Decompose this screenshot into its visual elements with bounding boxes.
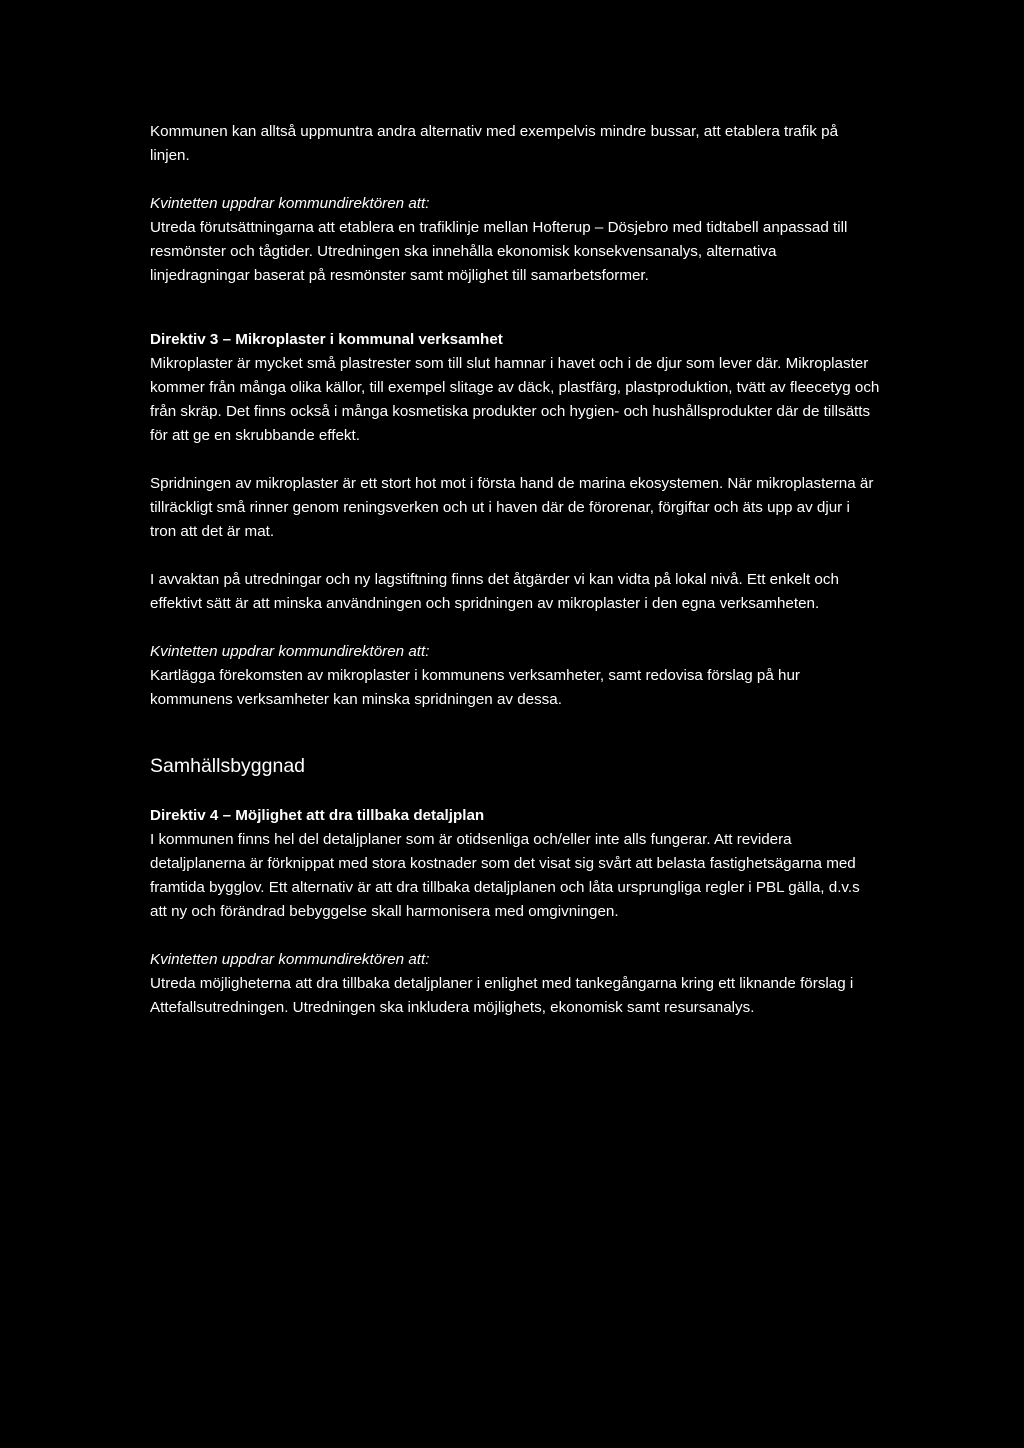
spacer <box>150 288 880 328</box>
directive-3-assignment-intro: Kvintetten uppdrar kommundirektören att: <box>150 643 430 660</box>
spacer <box>150 168 880 192</box>
spacer <box>150 924 880 948</box>
assignment-text: Utreda förutsättningarna att etablera en trafiklinje mellan Hofterup – Dösjebro med tidtabell anpassad till resmönster och tågtider. Utredningen ska innehålla ekonomisk konsekvensanalys, alternativa linjedragningar baserat på resmönster samt möjlighet till samarbetsformer. <box>150 219 848 284</box>
spacer <box>150 712 880 752</box>
directive-3-assignment-text: Kartlägga förekomsten av mikroplaster i kommunens verksamheter, samt redovisa förslag på hur kommunens verksamheter kan minska spridningen av dessa. <box>150 667 800 708</box>
directive-4-assignment-text: Utreda möjligheterna att dra tillbaka detaljplaner i enlighet med tankegångarna kring ett liknande förslag i Attefallsutredningen. Utredningen ska inkludera möjlighets, ekonomisk samt resursanalys. <box>150 975 854 1016</box>
directive-4-assignment-intro: Kvintetten uppdrar kommundirektören att: <box>150 951 430 968</box>
spacer <box>150 780 880 804</box>
directive-3-paragraph-2: Spridningen av mikroplaster är ett stort hot mot i första hand de marina ekosystemen. När mikroplasterna är tillräckligt små rinner genom reningsverken och ut i haven där de förorenar, förgiftar och äts upp av djur i tron att det är mat. <box>150 475 874 540</box>
directive-4-heading: Direktiv 4 – Möjlighet att dra tillbaka detaljplan <box>150 807 485 824</box>
directive-3-heading: Direktiv 3 – Mikroplaster i kommunal verksamhet <box>150 331 503 348</box>
section-heading-samhallsbyggnad: Samhällsbyggnad <box>150 755 306 777</box>
spacer <box>150 448 880 472</box>
assignment-intro: Kvintetten uppdrar kommundirektören att: <box>150 195 430 212</box>
document-page <box>150 120 880 1020</box>
directive-3-paragraph-1: Mikroplaster är mycket små plastrester som till slut hamnar i havet och i de djur som lever där. Mikroplaster kommer från många olika källor, till exempel slitage av däck, plastfärg, plastproduktion, tvätt av fleecetyg och från skräp. Det finns också i många kosmetiska produkter och hygien- och hushållsprodukter där de tillsätts för att ge en skrubbande effekt. <box>150 355 880 444</box>
paragraph-bus-alternatives: Kommunen kan alltså uppmuntra andra alternativ med exempelvis mindre bussar, att etablera trafik på linjen. <box>150 123 839 164</box>
spacer <box>150 616 880 640</box>
directive-4-paragraph-1: I kommunen finns hel del detaljplaner som är otidsenliga och/eller inte alls fungerar. Att revidera detaljplanerna är förknippat med stora kostnader som det visat sig svårt att belasta fastighetsägarna med framtida bygglov. Ett alternativ är att dra tillbaka detaljplanen och låta ursprungliga regler i PBL gälla, d.v.s att ny och förändrad bebyggelse skall harmonisera med omgivningen. <box>150 831 860 920</box>
spacer <box>150 544 880 568</box>
directive-3-paragraph-3: I avvaktan på utredningar och ny lagstiftning finns det åtgärder vi kan vidta på lokal nivå. Ett enkelt och effektivt sätt är att minska användningen och spridningen av mikroplaster i den egna verksamheten. <box>150 571 839 612</box>
